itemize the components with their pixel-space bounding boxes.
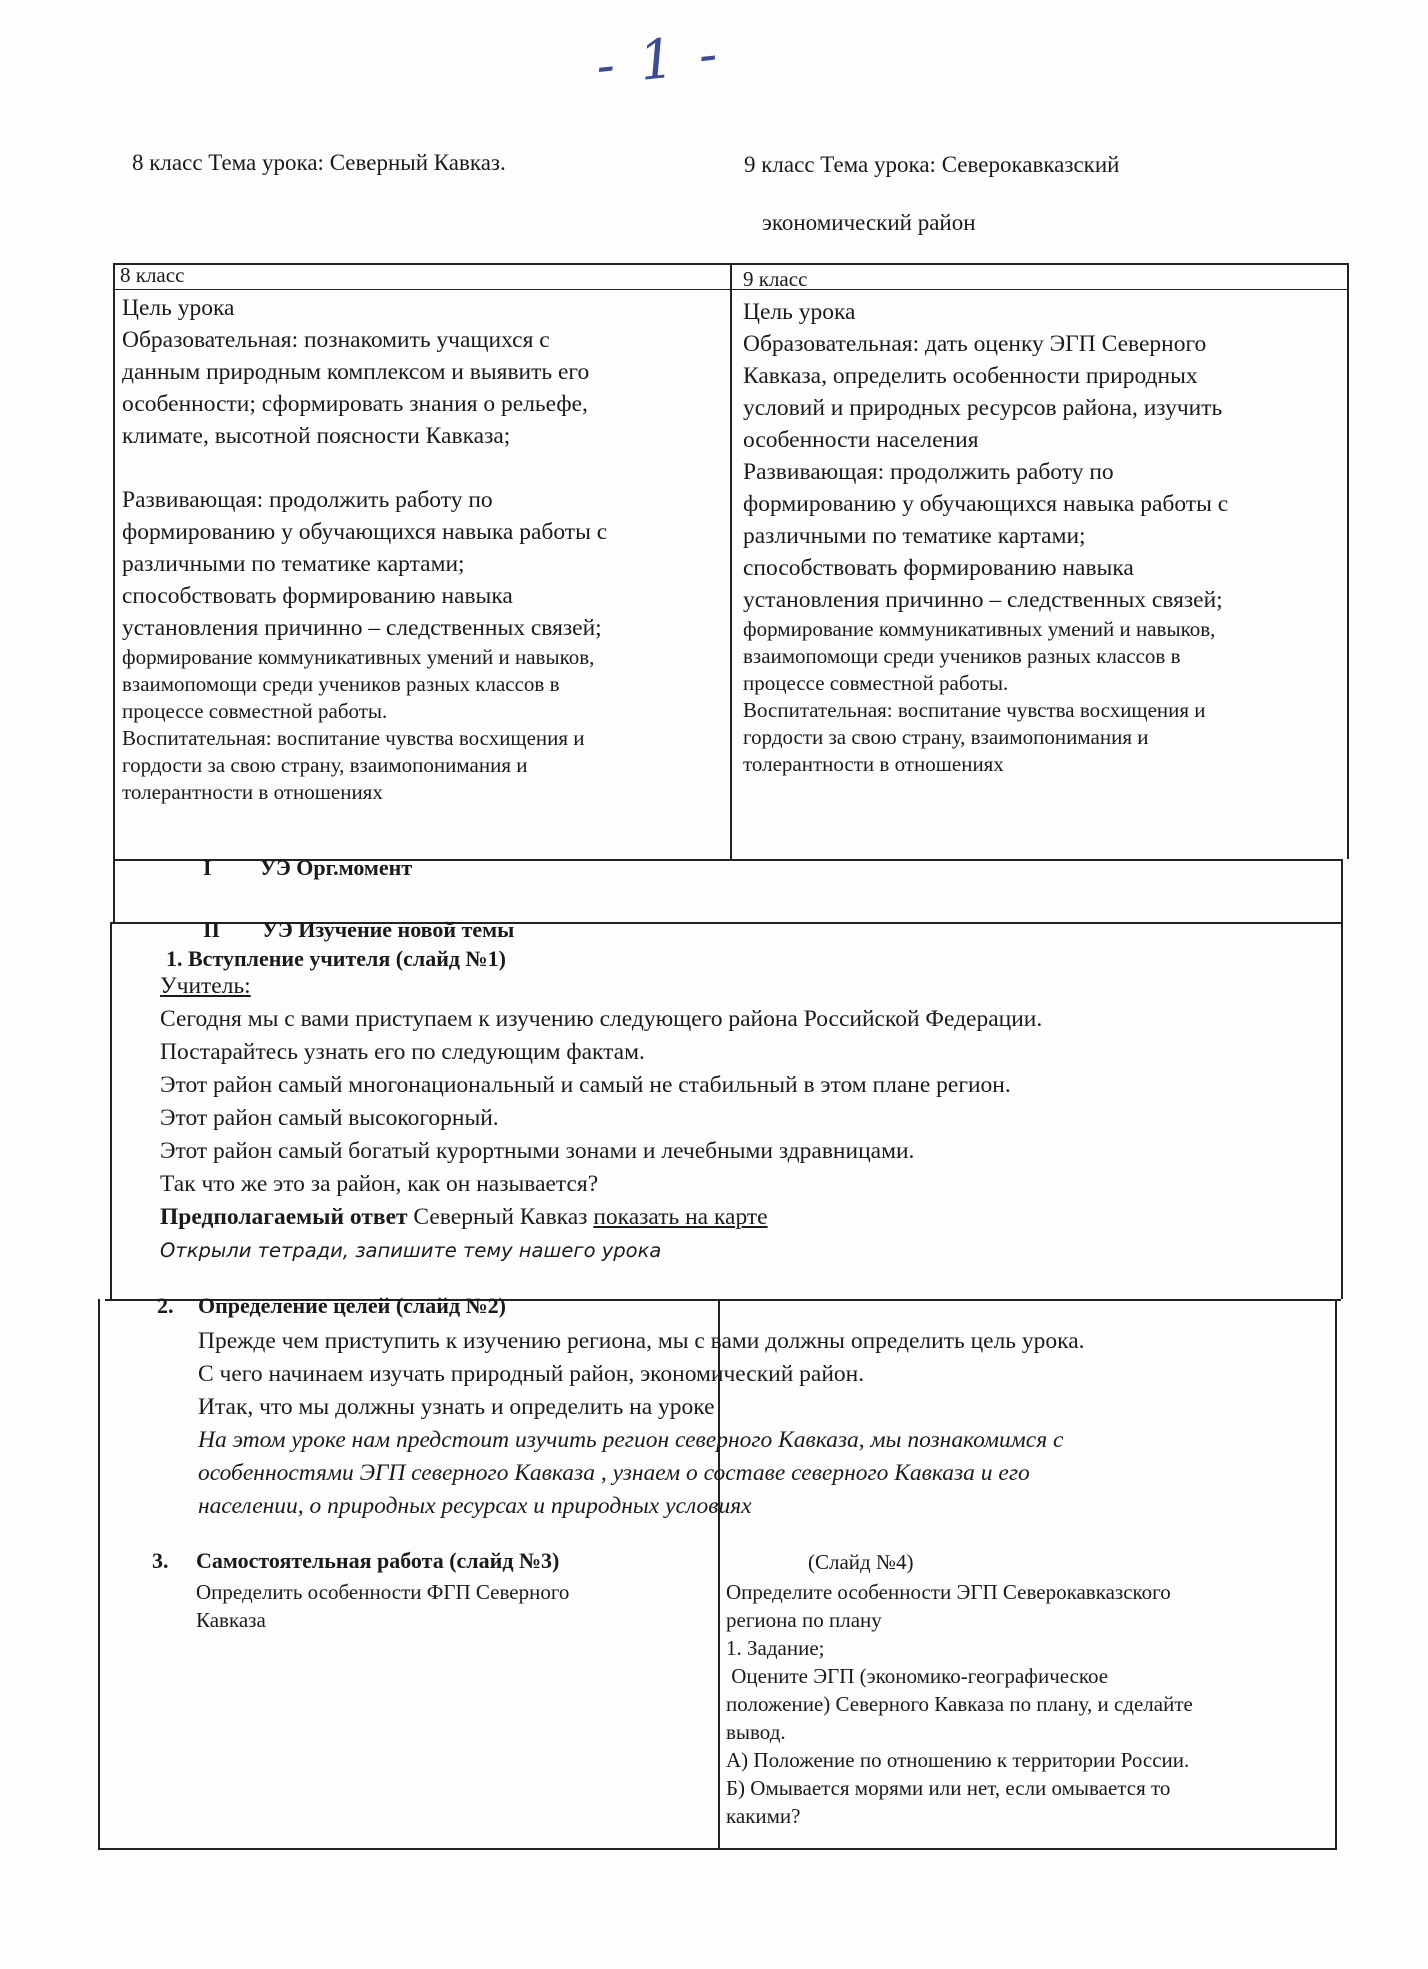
dev-line: установления причинно – следственных связей; xyxy=(743,587,1223,613)
edu-line: особенности; сформировать знания о рельефе, xyxy=(122,391,588,417)
new-topic-number: II xyxy=(203,917,221,942)
col1-head: 8 класс xyxy=(120,263,185,287)
task-number: 3. xyxy=(152,1548,169,1573)
comm-line: взаимопомощи среди учеников разных классов в xyxy=(122,672,560,696)
goals-title: Определение целей (слайд №2) xyxy=(198,1293,507,1318)
teacher-line: Сегодня мы с вами приступаем к изучению следующего района Российской Федерации. xyxy=(160,1006,1043,1032)
comm-line: толерантности в отношениях xyxy=(122,780,383,804)
task-right xyxy=(726,1578,1193,1830)
comm-line: гордости за свою страну, взаимопонимания и xyxy=(122,753,528,777)
table-border-right-3 xyxy=(1335,1299,1337,1848)
dev-line: установления причинно – следственных связей; xyxy=(122,615,602,641)
comm-line: процессе совместной работы. xyxy=(122,699,388,723)
goals-line: Итак, что мы должны узнать и определить на уроке xyxy=(198,1394,715,1420)
notebook-instruction: Открыли тетради, запишите тему нашего урока xyxy=(160,1239,662,1262)
goal-label: Цель урока xyxy=(743,299,856,325)
comm-line: процессе совместной работы. xyxy=(743,671,1009,695)
table-border-right xyxy=(1347,263,1349,859)
table-border-top xyxy=(113,263,1349,265)
table-border-right-2 xyxy=(1341,859,1343,1299)
col2-head: 9 класс xyxy=(743,267,808,291)
task-left-line: Определить особенности ФГП Северного xyxy=(196,1580,570,1604)
col1-goals xyxy=(122,292,722,806)
edu-line: климате, высотной поясности Кавказа; xyxy=(122,423,511,449)
dev-line: способствовать формированию навыка xyxy=(122,583,513,609)
new-topic-body xyxy=(160,970,1042,1267)
dev-line: различными по тематике картами; xyxy=(122,551,465,577)
comm-line: Воспитательная: воспитание чувства восхищения и xyxy=(122,726,585,750)
teacher-line: Постарайтесь узнать его по следующим фактам. xyxy=(160,1039,645,1065)
task-right-line: вывод. xyxy=(726,1720,786,1744)
table-border-left-3 xyxy=(98,1299,100,1848)
comm-line: гордости за свою страну, взаимопонимания и xyxy=(743,725,1149,749)
answer-map-link: показать на карте xyxy=(593,1204,768,1230)
task-left xyxy=(196,1578,569,1634)
edu-line: особенности населения xyxy=(743,427,979,453)
goals-number: 2. xyxy=(157,1293,174,1318)
edu-line: данным природным комплексом и выявить его xyxy=(122,359,590,385)
dev-line: Развивающая: продолжить работу по xyxy=(743,459,1114,485)
task-right-line: положение) Северного Кавказа по плану, и сделайте xyxy=(726,1692,1193,1716)
table-col-divider xyxy=(730,263,732,859)
teacher-line: Так что же это за район, как он называется? xyxy=(160,1171,599,1197)
goals-line: С чего начинаем изучать природный район, экономический район. xyxy=(198,1361,865,1387)
goals-body xyxy=(198,1325,1085,1523)
goals-italic-line: особенностями ЭГП северного Кавказа , узнаем о составе северного Кавказа и его xyxy=(198,1460,1030,1486)
task-right-line: Б) Омывается морями или нет, если омывается то xyxy=(726,1776,1171,1800)
dev-line: различными по тематике картами; xyxy=(743,523,1086,549)
comm-line: Воспитательная: воспитание чувства восхищения и xyxy=(743,698,1206,722)
task-right-line: А) Положение по отношению к территории России. xyxy=(726,1748,1190,1772)
table-border-bottom xyxy=(98,1848,1337,1850)
comm-line: формирование коммуникативных умений и навыков, xyxy=(122,645,595,669)
edu-line: Образовательная: познакомить учащихся с xyxy=(122,327,550,353)
table-border-left xyxy=(113,263,115,922)
org-number: I xyxy=(203,855,212,880)
edu-line: Кавказа, определить особенности природных xyxy=(743,363,1198,389)
answer-text: Северный Кавказ xyxy=(407,1204,594,1230)
comm-line: толерантности в отношениях xyxy=(743,752,1004,776)
intro-heading: 1. Вступление учителя (слайд №1) xyxy=(166,946,506,971)
comm-line: взаимопомощи среди учеников разных классов в xyxy=(743,644,1181,668)
org-title: УЭ Орг.момент xyxy=(260,855,413,880)
header-right-line2: экономический район xyxy=(762,210,976,235)
teacher-line: Этот район самый богатый курортными зонами и лечебными здравницами. xyxy=(160,1138,915,1164)
header-left: 8 класс Тема урока: Северный Кавказ. xyxy=(132,150,506,175)
page-number: - 1 - xyxy=(593,21,725,98)
teacher-line: Этот район самый многонациональный и самый не стабильный в этом плане регион. xyxy=(160,1072,1011,1098)
new-topic-title: УЭ Изучение новой темы xyxy=(262,917,515,942)
teacher-label: Учитель: xyxy=(160,973,251,999)
task-right-line: 1. Задание; xyxy=(726,1636,825,1660)
answer-label: Предполагаемый ответ xyxy=(160,1204,408,1230)
edu-line: условий и природных ресурсов района, изучить xyxy=(743,395,1223,421)
col2-goals xyxy=(743,296,1343,778)
teacher-line: Этот район самый высокогорный. xyxy=(160,1105,499,1131)
header-right-line1: 9 класс Тема урока: Северокавказский xyxy=(744,152,1120,177)
task-title: Самостоятельная работа (слайд №3) xyxy=(196,1548,560,1573)
table-head-line xyxy=(113,289,1349,290)
task-right-line: региона по плану xyxy=(726,1608,882,1632)
goals-italic-line: На этом уроке нам предстоит изучить регион северного Кавказа, мы познакомимся с xyxy=(198,1427,1064,1453)
goals-italic-line: населении, о природных ресурсах и природных условиях xyxy=(198,1493,752,1519)
dev-line: способствовать формированию навыка xyxy=(743,555,1134,581)
task-right-line: какими? xyxy=(726,1804,801,1828)
goals-line: Прежде чем приступить к изучению региона, мы с вами должны определить цель урока. xyxy=(198,1328,1085,1354)
dev-line: формированию у обучающихся навыка работы с xyxy=(743,491,1229,517)
slide4-heading: (Слайд №4) xyxy=(808,1550,914,1574)
task-right-line: Определите особенности ЭГП Северокавказского xyxy=(726,1580,1171,1604)
comm-line: формирование коммуникативных умений и навыков, xyxy=(743,617,1216,641)
table-border-left-2 xyxy=(110,922,112,1299)
edu-line: Образовательная: дать оценку ЭГП Северного xyxy=(743,331,1207,357)
dev-line: Развивающая: продолжить работу по xyxy=(122,487,493,513)
expected-answer xyxy=(160,1201,1042,1234)
task-left-line: Кавказа xyxy=(196,1608,266,1632)
goal-label: Цель урока xyxy=(122,295,235,321)
dev-line: формированию у обучающихся навыка работы с xyxy=(122,519,608,545)
task-right-line: Оцените ЭГП (экономико-географическое xyxy=(726,1664,1109,1688)
